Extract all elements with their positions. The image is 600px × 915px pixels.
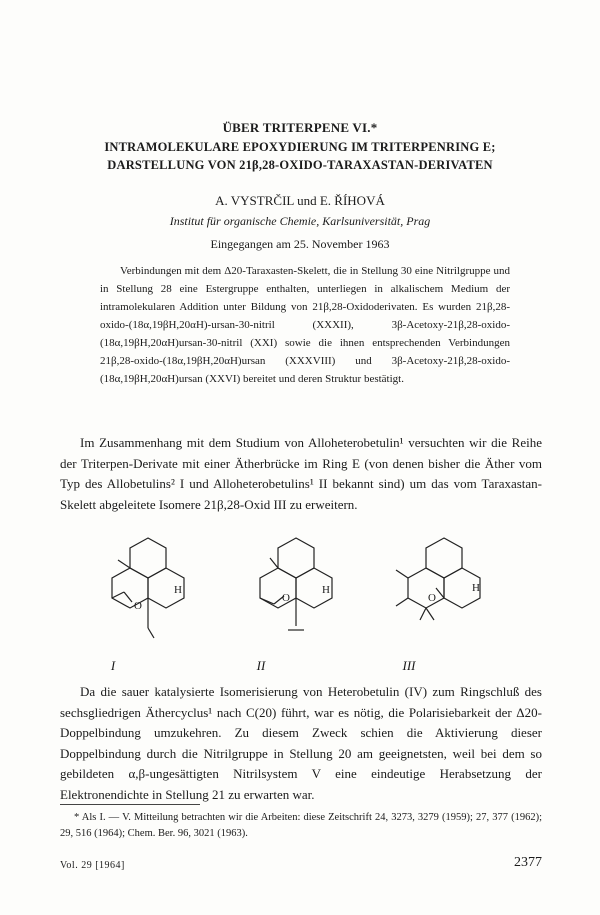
page-number: 2377 [514,855,542,870]
structure-III-h-label: H [472,582,480,594]
structure-II-h-label: H [322,584,330,596]
paper-title-series: ÜBER TRITERPENE VI.* [222,120,378,135]
paragraph-1-text: Im Zusammenhang mit dem Studium von Alloheterobetulin¹ versuchten wir die Reihe der Triterpen-Derivate mit einer Ätherbrücke im Ring E (von denen bisher die Äther vom Typ des Allobetulins² I und Alloheterobetulins¹ II bekannt sind) um das vom Taraxastan-Skelett abgeleitete Isomere 21β,28-Oxid III zu erweitern. [60,435,542,512]
received-date: Eingegangen am 25. November 1963 [210,237,390,251]
footnote [60,810,542,842]
structure-I-o-label: O [134,600,142,612]
structure-I-drawing [88,530,208,650]
structure-III-drawing [384,530,504,650]
structure-III-o-label: O [428,592,436,604]
structure-II-drawing [236,530,356,650]
paragraph-2-text: Da die sauer katalysierte Isomerisierung von Heterobetulin (IV) zum Ringschluß des sechsgliedrigen Äthercyclus¹ nach C(20) führt, war es nötig, die Polarisiebarkeit der Δ20-Doppelbindung umzukehren. Zu diesem Zweck schien die Aktivierung dieser Doppelbindung durch die Nitrilgruppe in Stellung 20 am geeignetsten, weil bei dem so gebildeten α,β-ungesättigten Nitrilsystem V eine eindeutige Herabsetzung der Elektronendichte in Stellung 21 zu erwarten war. [60,684,542,802]
abstract [100,262,510,388]
structure-III-label: III [402,658,416,673]
footnote-divider [60,804,200,805]
body-paragraph-2 [60,682,542,805]
institution: Institut für organische Chemie, Karlsuniversität, Prag [169,214,431,228]
paper-title-main: INTRAMOLEKULARE EPOXYDIERUNG IM TRITERPENRING E; [104,140,496,154]
paper-title-sub: DARSTELLUNG VON 21β,28-OXIDO-TARAXASTAN-DERIVATEN [107,158,493,172]
journal-volume: Vol. 29 [1964] [60,860,125,871]
structure-I [88,530,208,680]
body-paragraph-1 [60,433,542,515]
abstract-text: Verbindungen mit dem Δ20-Taraxasten-Skelett, die in Stellung 30 eine Nitrilgruppe und in Stellung 28 eine Estergruppe enthalten, unterliegen in alkalischem Medium der intramolekularen Addition unter Bildung von 21β,28-Oxidoderivaten. Es wurden 21β,28-oxido-(18α,19βH,20αH)-ursan-30-nitril (XXXII), 3β-Acetoxy-21β,28-oxido-(18α,19βH,20αH)ursan-30-nitril (XXI) sowie die ihnen entsprechenden Verbindungen 21β,28-oxido-(18α,19βH,20αH)ursan (XXXVIII) und 3β-Acetoxy-21β,28-oxido-(18α,19βH,20αH)ursan (XXVI) bereitet und deren Struktur bestätigt. [100,265,510,385]
authors: A. VYSTRČIL und E. ŘÍHOVÁ [215,193,385,208]
structure-I-h-label: H [174,584,182,596]
footnote-text: * Als I. — V. Mitteilung betrachten wir die Arbeiten: diese Zeitschrift 24, 3273, 3279 (1959); 27, 377 (1962); 29, 516 (1964); Chem. Ber. 96, 3021 (1963). [60,812,542,839]
structure-III [384,530,504,680]
structure-II-o-label: O [282,592,290,604]
structure-I-label: I [110,658,116,673]
structure-II-label: II [256,658,266,673]
structure-II [236,530,356,680]
